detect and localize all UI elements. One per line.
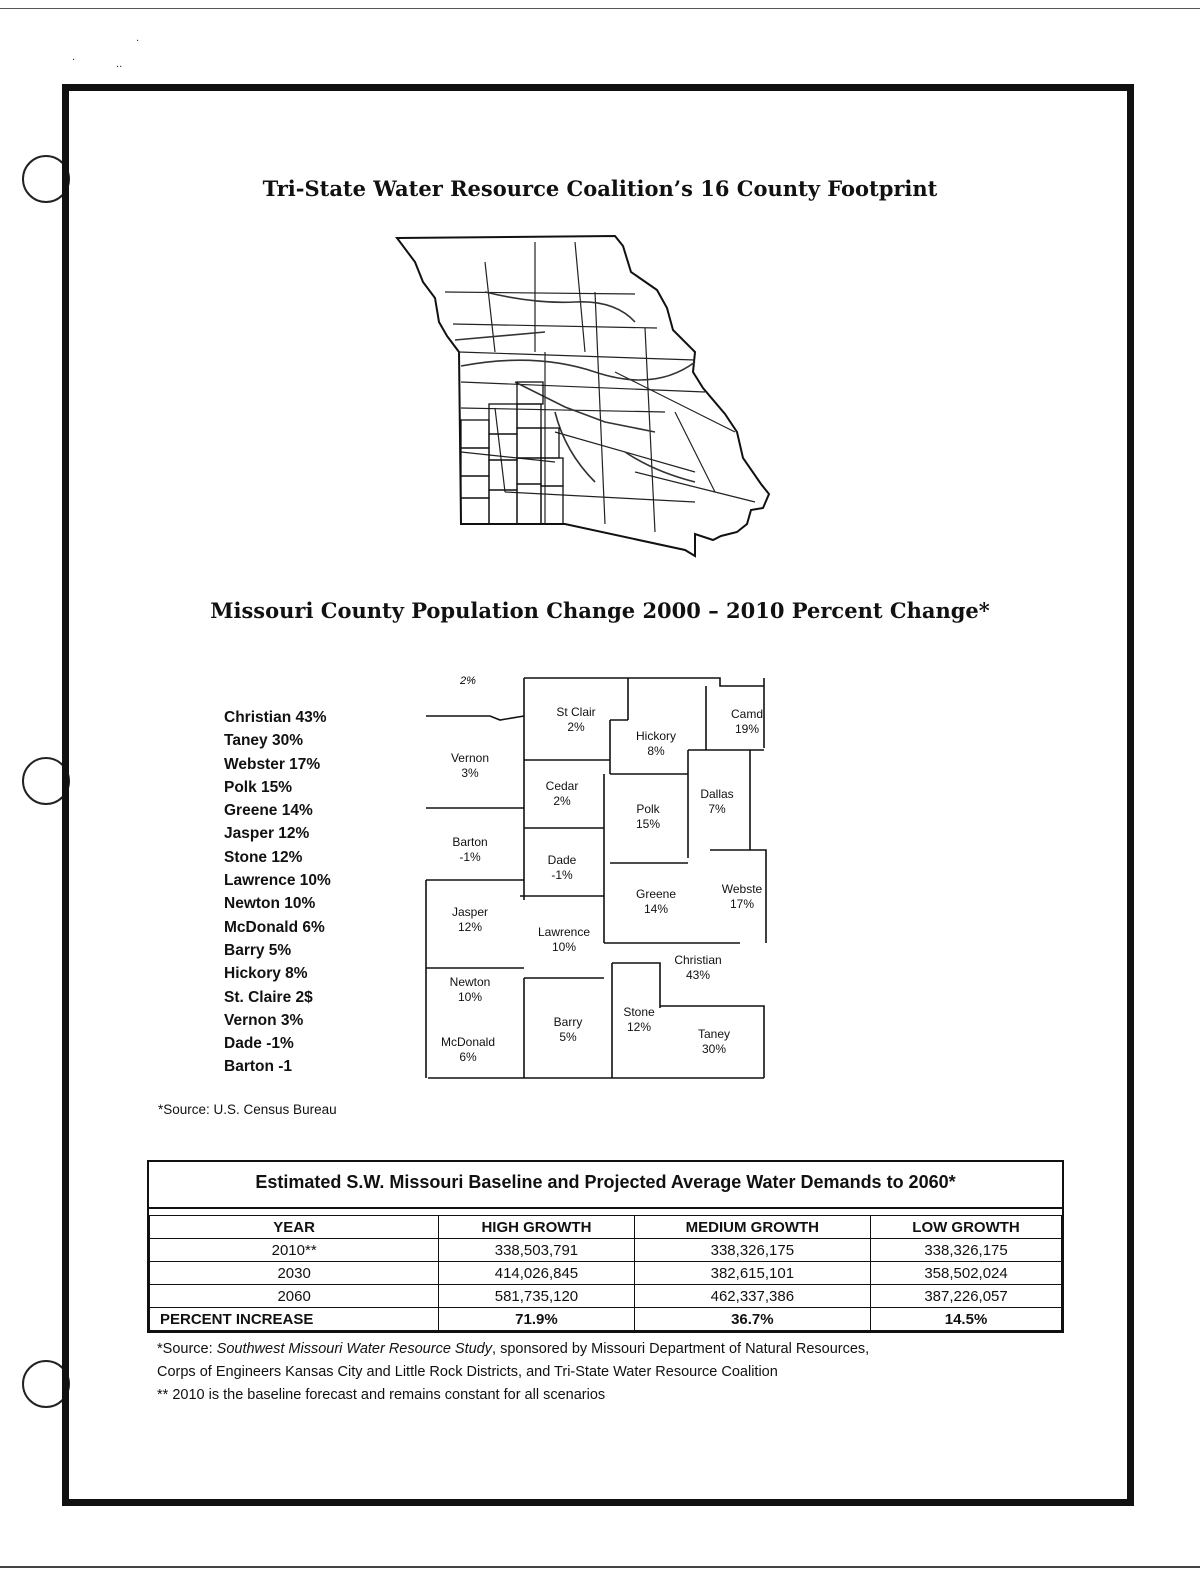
county-percent-label: 19% (734, 722, 760, 736)
value-cell: 387,226,057 (871, 1285, 1062, 1308)
value-cell: 414,026,845 (439, 1262, 634, 1285)
legend-item: Barton -1 (224, 1058, 293, 1076)
baseline-note: ** 2010 is the baseline forecast and remains constant for all scenarios (157, 1387, 606, 1403)
year-cell: 2010** (150, 1239, 439, 1262)
legend-item: Stone 12% (224, 848, 303, 866)
county-percent-label: 6% (459, 1050, 477, 1064)
scan-speck: ·· (116, 62, 123, 73)
county-percent-label: 30% (701, 1042, 727, 1056)
county-percent-label: 2% (553, 794, 571, 808)
county-percent-label: 10% (551, 940, 577, 954)
county-name-label: Dallas (700, 787, 734, 801)
county-name-label: Barry (553, 1015, 583, 1029)
census-source-note: *Source: U.S. Census Bureau (158, 1102, 337, 1117)
legend-item: Hickory 8% (224, 965, 308, 983)
missouri-outline (397, 236, 769, 556)
county-percent-label: 10% (457, 990, 483, 1004)
county-percent-label: 3% (461, 766, 479, 780)
table-header-row (150, 1216, 1062, 1239)
county-name-label: Vernon (450, 751, 490, 765)
source-prefix: *Source: (157, 1341, 217, 1357)
county-name-label: Christian (674, 953, 722, 967)
county-percent-label: -1% (551, 868, 573, 882)
county-percent-label: 2% (567, 720, 585, 734)
county-name-label: Greene (635, 887, 677, 901)
header-cell: HIGH GROWTH (439, 1216, 634, 1239)
county-percent-label: 5% (559, 1030, 577, 1044)
scan-speck: · (72, 55, 76, 66)
county-name-label: Lawrence (537, 925, 591, 939)
header-cell: LOW GROWTH (871, 1216, 1062, 1239)
legend-item: Webster 17% (224, 755, 321, 773)
source-suffix: , sponsored by Missouri Department of Natural Resources, (492, 1341, 870, 1357)
county-name-label: Taney (697, 1027, 731, 1041)
water-demand-table (147, 1160, 1064, 1333)
legend-item: Lawrence 10% (224, 872, 331, 890)
county-name-label: Newton (449, 975, 491, 989)
county-name-label: St Clair (556, 705, 596, 719)
population-legend (224, 706, 331, 1079)
footprint-counties (461, 382, 563, 524)
value-cell: 71.9% (439, 1308, 634, 1331)
county-name-label: McDonald (440, 1035, 496, 1049)
legend-item: Dade -1% (224, 1035, 294, 1053)
county-percent-label: -1% (459, 850, 481, 864)
table-caption: Estimated S.W. Missouri Baseline and Projected Average Water Demands to 2060* (149, 1162, 1062, 1209)
county-name-label: Camd (730, 707, 764, 721)
value-cell: 462,337,386 (634, 1285, 870, 1308)
county-percent-label: 7% (708, 802, 726, 816)
county-percent-label: 43% (685, 968, 711, 982)
county-name-label: Stone (623, 1005, 655, 1019)
county-name-label: Dade (547, 853, 577, 867)
county-name-label: Jasper (451, 905, 489, 919)
header-cell: YEAR (150, 1216, 439, 1239)
value-cell: 338,326,175 (634, 1239, 870, 1262)
legend-item: Newton 10% (224, 895, 316, 913)
footnotes (157, 1338, 869, 1407)
value-cell: 14.5% (871, 1308, 1062, 1331)
county-percent-label: 15% (635, 817, 661, 831)
chart-title: Missouri County Population Change 2000 – 2010 Percent Change* (210, 598, 990, 623)
county-percent-label: 12% (457, 920, 483, 934)
legend-item: St. Claire 2$ (224, 988, 313, 1006)
study-title: Southwest Missouri Water Resource Study (216, 1341, 493, 1357)
scan-speck: · (136, 36, 140, 47)
value-cell: 358,502,024 (871, 1262, 1062, 1285)
value-cell: 338,326,175 (871, 1239, 1062, 1262)
legend-item: Barry 5% (224, 941, 292, 959)
source-note (157, 1338, 869, 1361)
legend-item: McDonald 6% (224, 918, 325, 936)
legend-item: Vernon 3% (224, 1011, 304, 1029)
value-cell: 338,503,791 (439, 1239, 634, 1262)
value-cell: 581,735,120 (439, 1285, 634, 1308)
missouri-state-map (395, 232, 775, 562)
table-row (150, 1239, 1062, 1262)
county-percent-label: 12% (626, 1020, 652, 1034)
county-population-map (420, 668, 780, 1088)
legend-item: Jasper 12% (224, 825, 310, 843)
county-name-label: Webste (721, 882, 763, 896)
county-percent-label: 8% (647, 744, 665, 758)
value-cell: 382,615,101 (634, 1262, 870, 1285)
county-name-label: Polk (636, 802, 660, 816)
county-percent-label: 17% (729, 897, 755, 911)
percent-increase-row (150, 1308, 1062, 1331)
header-cell: MEDIUM GROWTH (634, 1216, 870, 1239)
row-label: PERCENT INCREASE (150, 1308, 439, 1331)
year-cell: 2060 (150, 1285, 439, 1308)
scan-top-edge (0, 8, 1200, 9)
scan-bottom-edge (0, 1566, 1200, 1568)
legend-item: Greene 14% (224, 802, 313, 820)
county-percent-label: 14% (643, 902, 669, 916)
year-cell: 2030 (150, 1262, 439, 1285)
table-row (150, 1262, 1062, 1285)
county-name-label: Hickory (635, 729, 677, 743)
legend-item: Polk 15% (224, 778, 293, 796)
legend-item: Taney 30% (224, 732, 303, 750)
county-name-label: Barton (452, 835, 488, 849)
legend-item: Christian 43% (224, 709, 327, 726)
map-fragment-label: 2% (460, 675, 476, 687)
source-note-continued: Corps of Engineers Kansas City and Little Rock Districts, and Tri-State Water Resource Coalition (157, 1364, 778, 1380)
value-cell: 36.7% (634, 1308, 870, 1331)
map-title: Tri-State Water Resource Coalition’s 16 County Footprint (262, 176, 938, 201)
county-name-label: Cedar (545, 779, 579, 793)
table-row (150, 1285, 1062, 1308)
